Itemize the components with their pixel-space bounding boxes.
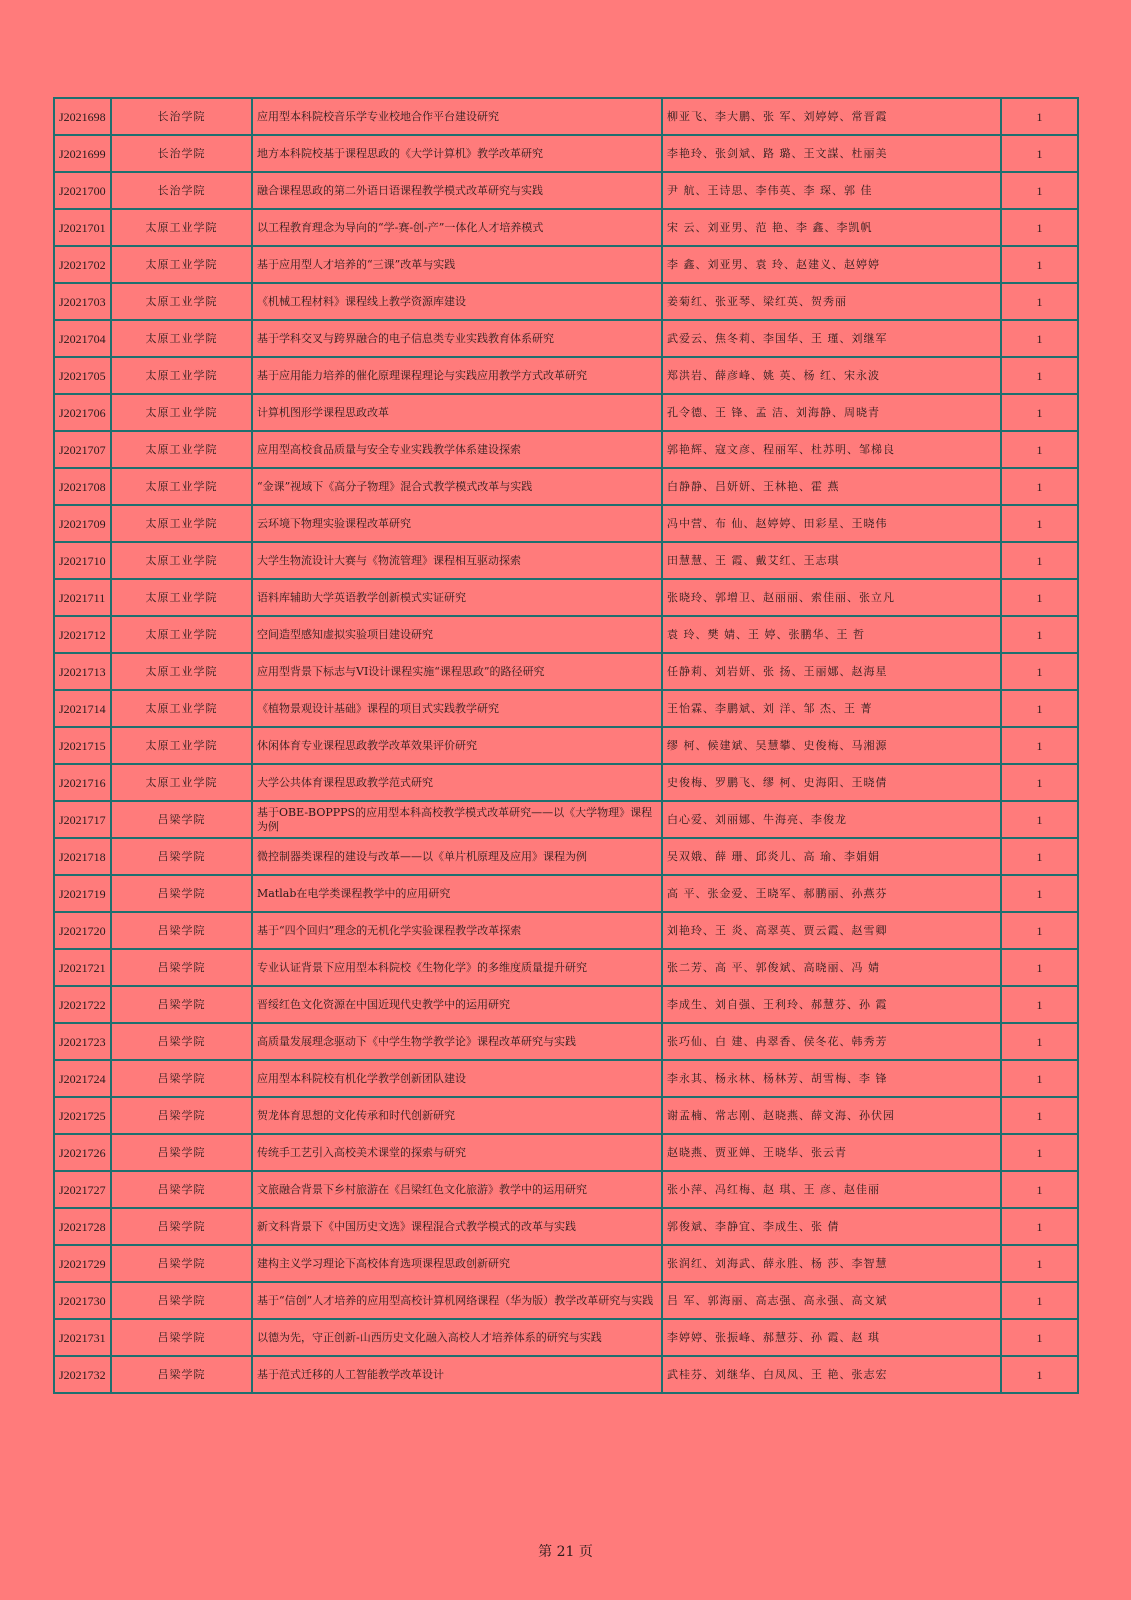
project-id-cell: J2021712	[54, 616, 111, 653]
project-title-cell: 基于“四个回归”理念的无机化学实验课程教学改革探索	[252, 912, 662, 949]
table-row	[54, 1356, 1078, 1393]
members-cell: 郑洪岩、薛彦峰、姚 英、杨 红、宋永波	[662, 357, 1001, 394]
institution-cell: 太原工业学院	[111, 690, 252, 727]
table-row	[54, 986, 1078, 1023]
count-cell: 1	[1001, 875, 1078, 912]
members-cell: 吴双娥、薛 珊、邱炎儿、高 瑜、李娟娟	[662, 838, 1001, 875]
institution-cell: 太原工业学院	[111, 283, 252, 320]
project-title-cell: 微控制器类课程的建设与改革——以《单片机原理及应用》课程为例	[252, 838, 662, 875]
project-id-cell: J2021703	[54, 283, 111, 320]
count-cell: 1	[1001, 1097, 1078, 1134]
members-cell: 姜菊红、张亚琴、梁红英、贺秀丽	[662, 283, 1001, 320]
count-cell: 1	[1001, 912, 1078, 949]
count-cell: 1	[1001, 838, 1078, 875]
project-id-cell: J2021705	[54, 357, 111, 394]
count-cell: 1	[1001, 1060, 1078, 1097]
count-cell: 1	[1001, 172, 1078, 209]
count-cell: 1	[1001, 283, 1078, 320]
institution-cell: 太原工业学院	[111, 616, 252, 653]
project-id-cell: J2021714	[54, 690, 111, 727]
institution-cell: 吕梁学院	[111, 986, 252, 1023]
table-row	[54, 875, 1078, 912]
count-cell: 1	[1001, 986, 1078, 1023]
project-table	[53, 97, 1079, 1394]
project-id-cell: J2021698	[54, 98, 111, 135]
members-cell: 刘艳玲、王 炎、高翠英、贾云霞、赵雪卿	[662, 912, 1001, 949]
project-title-cell: 文旅融合背景下乡村旅游在《吕梁红色文化旅游》教学中的运用研究	[252, 1171, 662, 1208]
project-title-cell: 空间造型感知虚拟实验项目建设研究	[252, 616, 662, 653]
institution-cell: 太原工业学院	[111, 431, 252, 468]
project-title-cell: 大学生物流设计大赛与《物流管理》课程相互驱动探索	[252, 542, 662, 579]
project-id-cell: J2021725	[54, 1097, 111, 1134]
project-title-cell: 应用型背景下标志与VI设计课程实施“课程思政”的路径研究	[252, 653, 662, 690]
table-row	[54, 1208, 1078, 1245]
institution-cell: 长治学院	[111, 172, 252, 209]
project-id-cell: J2021720	[54, 912, 111, 949]
institution-cell: 吕梁学院	[111, 1356, 252, 1393]
project-title-cell: 《植物景观设计基础》课程的项目式实践教学研究	[252, 690, 662, 727]
project-id-cell: J2021728	[54, 1208, 111, 1245]
table-row	[54, 468, 1078, 505]
members-cell: 谢孟楠、常志刚、赵晓燕、薛文海、孙伏园	[662, 1097, 1001, 1134]
count-cell: 1	[1001, 1282, 1078, 1319]
project-id-cell: J2021718	[54, 838, 111, 875]
project-id-cell: J2021706	[54, 394, 111, 431]
project-table-body	[54, 98, 1078, 1393]
members-cell: 李成生、刘自强、王利玲、郝慧芬、孙 霞	[662, 986, 1001, 1023]
project-id-cell: J2021715	[54, 727, 111, 764]
count-cell: 1	[1001, 209, 1078, 246]
project-title-cell: 传统手工艺引入高校美术课堂的探索与研究	[252, 1134, 662, 1171]
project-title-cell: 高质量发展理念驱动下《中学生物学教学论》课程改革研究与实践	[252, 1023, 662, 1060]
institution-cell: 太原工业学院	[111, 209, 252, 246]
institution-cell: 吕梁学院	[111, 1060, 252, 1097]
project-title-cell: 晋绥红色文化资源在中国近现代史教学中的运用研究	[252, 986, 662, 1023]
table-row	[54, 727, 1078, 764]
project-title-cell: Matlab在电学类课程教学中的应用研究	[252, 875, 662, 912]
project-title-cell: 大学公共体育课程思政教学范式研究	[252, 764, 662, 801]
members-cell: 李艳玲、张剑斌、路 璐、王文謀、杜丽美	[662, 135, 1001, 172]
count-cell: 1	[1001, 1023, 1078, 1060]
members-cell: 张晓玲、郭增卫、赵丽丽、索佳丽、张立凡	[662, 579, 1001, 616]
table-row	[54, 283, 1078, 320]
project-id-cell: J2021730	[54, 1282, 111, 1319]
table-row	[54, 838, 1078, 875]
table-row	[54, 1282, 1078, 1319]
institution-cell: 吕梁学院	[111, 1282, 252, 1319]
project-title-cell: 计算机图形学课程思政改革	[252, 394, 662, 431]
members-cell: 孔令德、王 锋、孟 洁、刘海静、周晓青	[662, 394, 1001, 431]
project-id-cell: J2021701	[54, 209, 111, 246]
count-cell: 1	[1001, 653, 1078, 690]
project-title-cell: 专业认证背景下应用型本科院校《生物化学》的多维度质量提升研究	[252, 949, 662, 986]
members-cell: 白静静、吕妍妍、王林艳、霍 燕	[662, 468, 1001, 505]
project-id-cell: J2021727	[54, 1171, 111, 1208]
count-cell: 1	[1001, 1208, 1078, 1245]
project-title-cell: 融合课程思政的第二外语日语课程教学模式改革研究与实践	[252, 172, 662, 209]
project-id-cell: J2021707	[54, 431, 111, 468]
project-title-cell: 应用型本科院校音乐学专业校地合作平台建设研究	[252, 98, 662, 135]
project-id-cell: J2021719	[54, 875, 111, 912]
institution-cell: 太原工业学院	[111, 320, 252, 357]
project-id-cell: J2021721	[54, 949, 111, 986]
institution-cell: 吕梁学院	[111, 1319, 252, 1356]
project-title-cell: 语料库辅助大学英语教学创新模式实证研究	[252, 579, 662, 616]
project-id-cell: J2021723	[54, 1023, 111, 1060]
project-title-cell: 建构主义学习理论下高校体育选项课程思政创新研究	[252, 1245, 662, 1282]
table-row	[54, 949, 1078, 986]
members-cell: 尹 航、王诗思、李伟英、李 琛、郭 佳	[662, 172, 1001, 209]
project-id-cell: J2021732	[54, 1356, 111, 1393]
project-id-cell: J2021729	[54, 1245, 111, 1282]
project-title-cell: 以德为先，守正创新-山西历史文化融入高校人才培养体系的研究与实践	[252, 1319, 662, 1356]
project-title-cell: 应用型本科院校有机化学教学创新团队建设	[252, 1060, 662, 1097]
project-id-cell: J2021709	[54, 505, 111, 542]
project-id-cell: J2021716	[54, 764, 111, 801]
project-title-cell: 《机械工程材料》课程线上教学资源库建设	[252, 283, 662, 320]
count-cell: 1	[1001, 431, 1078, 468]
table-row	[54, 98, 1078, 135]
members-cell: 任静莉、刘岩妍、张 扬、王丽娜、赵海星	[662, 653, 1001, 690]
table-row	[54, 579, 1078, 616]
members-cell: 张小萍、冯红梅、赵 琪、王 彦、赵佳丽	[662, 1171, 1001, 1208]
table-row	[54, 616, 1078, 653]
count-cell: 1	[1001, 505, 1078, 542]
count-cell: 1	[1001, 394, 1078, 431]
count-cell: 1	[1001, 616, 1078, 653]
institution-cell: 吕梁学院	[111, 1023, 252, 1060]
members-cell: 吕 军、郭海丽、高志强、高永强、高文斌	[662, 1282, 1001, 1319]
institution-cell: 长治学院	[111, 98, 252, 135]
table-row	[54, 653, 1078, 690]
members-cell: 郭艳辉、寇文彦、程丽军、杜苏明、邹梯良	[662, 431, 1001, 468]
table-row	[54, 1023, 1078, 1060]
count-cell: 1	[1001, 579, 1078, 616]
members-cell: 袁 玲、樊 婧、王 婷、张鹏华、王 哲	[662, 616, 1001, 653]
count-cell: 1	[1001, 1245, 1078, 1282]
project-id-cell: J2021726	[54, 1134, 111, 1171]
institution-cell: 太原工业学院	[111, 579, 252, 616]
members-cell: 史俊梅、罗鹏飞、缪 柯、史海阳、王晓倩	[662, 764, 1001, 801]
members-cell: 武桂芬、刘继华、白凤凤、王 艳、张志宏	[662, 1356, 1001, 1393]
project-id-cell: J2021717	[54, 801, 111, 838]
members-cell: 张巧仙、白 建、冉翠香、侯冬花、韩秀芳	[662, 1023, 1001, 1060]
count-cell: 1	[1001, 801, 1078, 838]
members-cell: 李婷婷、张振峰、郝慧芬、孙 霞、赵 琪	[662, 1319, 1001, 1356]
table-row	[54, 1319, 1078, 1356]
institution-cell: 吕梁学院	[111, 949, 252, 986]
project-id-cell: J2021700	[54, 172, 111, 209]
members-cell: 柳亚飞、李大鹏、张 军、刘婷婷、常晋霞	[662, 98, 1001, 135]
members-cell: 高 平、张金爱、王晓军、郝鹏丽、孙燕芬	[662, 875, 1001, 912]
institution-cell: 吕梁学院	[111, 801, 252, 838]
project-title-cell: 以工程教育理念为导向的“学-赛-创-产”一体化人才培养模式	[252, 209, 662, 246]
institution-cell: 太原工业学院	[111, 764, 252, 801]
institution-cell: 吕梁学院	[111, 838, 252, 875]
institution-cell: 吕梁学院	[111, 1134, 252, 1171]
count-cell: 1	[1001, 690, 1078, 727]
table-row	[54, 912, 1078, 949]
count-cell: 1	[1001, 1134, 1078, 1171]
institution-cell: 太原工业学院	[111, 246, 252, 283]
project-id-cell: J2021710	[54, 542, 111, 579]
table-row	[54, 357, 1078, 394]
project-id-cell: J2021731	[54, 1319, 111, 1356]
members-cell: 冯中营、布 仙、赵婷婷、田彩星、王晓伟	[662, 505, 1001, 542]
count-cell: 1	[1001, 542, 1078, 579]
institution-cell: 吕梁学院	[111, 875, 252, 912]
institution-cell: 太原工业学院	[111, 653, 252, 690]
institution-cell: 太原工业学院	[111, 357, 252, 394]
project-id-cell: J2021704	[54, 320, 111, 357]
project-title-cell: “金课”视域下《高分子物理》混合式教学模式改革与实践	[252, 468, 662, 505]
count-cell: 1	[1001, 135, 1078, 172]
count-cell: 1	[1001, 949, 1078, 986]
table-row	[54, 394, 1078, 431]
table-row	[54, 764, 1078, 801]
count-cell: 1	[1001, 357, 1078, 394]
project-title-cell: 休闲体育专业课程思政教学改革效果评价研究	[252, 727, 662, 764]
institution-cell: 长治学院	[111, 135, 252, 172]
project-title-cell: 基于“信创”人才培养的应用型高校计算机网络课程（华为版）教学改革研究与实践	[252, 1282, 662, 1319]
count-cell: 1	[1001, 320, 1078, 357]
project-title-cell: 基于OBE-BOPPPS的应用型本科高校教学模式改革研究——以《大学物理》课程为例	[252, 801, 662, 838]
table-row	[54, 801, 1078, 838]
table-row	[54, 135, 1078, 172]
institution-cell: 太原工业学院	[111, 542, 252, 579]
project-title-cell: 基于应用能力培养的催化原理课程理论与实践应用教学方式改革研究	[252, 357, 662, 394]
table-row	[54, 690, 1078, 727]
institution-cell: 太原工业学院	[111, 505, 252, 542]
table-row	[54, 1097, 1078, 1134]
institution-cell: 太原工业学院	[111, 468, 252, 505]
members-cell: 武爱云、焦冬莉、李国华、王 瑾、刘继军	[662, 320, 1001, 357]
page-number: 第 21 页	[538, 1544, 593, 1560]
table-row	[54, 1134, 1078, 1171]
project-id-cell: J2021702	[54, 246, 111, 283]
project-title-cell: 新文科背景下《中国历史文选》课程混合式教学模式的改革与实践	[252, 1208, 662, 1245]
project-id-cell: J2021708	[54, 468, 111, 505]
members-cell: 田慧慧、王 霞、戴艾红、王志琪	[662, 542, 1001, 579]
count-cell: 1	[1001, 764, 1078, 801]
members-cell: 白心爱、刘丽娜、牛海亮、李俊龙	[662, 801, 1001, 838]
table-row	[54, 209, 1078, 246]
count-cell: 1	[1001, 246, 1078, 283]
project-id-cell: J2021724	[54, 1060, 111, 1097]
project-title-cell: 贺龙体育思想的文化传承和时代创新研究	[252, 1097, 662, 1134]
table-row	[54, 172, 1078, 209]
members-cell: 赵晓燕、贾亚婵、王晓华、张云青	[662, 1134, 1001, 1171]
count-cell: 1	[1001, 1356, 1078, 1393]
count-cell: 1	[1001, 98, 1078, 135]
project-id-cell: J2021711	[54, 579, 111, 616]
table-row	[54, 505, 1078, 542]
members-cell: 缪 柯、候建斌、吴慧攀、史俊梅、马湘源	[662, 727, 1001, 764]
institution-cell: 吕梁学院	[111, 1245, 252, 1282]
table-row	[54, 542, 1078, 579]
count-cell: 1	[1001, 1319, 1078, 1356]
project-title-cell: 基于学科交叉与跨界融合的电子信息类专业实践教育体系研究	[252, 320, 662, 357]
table-row	[54, 1171, 1078, 1208]
project-title-cell: 应用型高校食品质量与安全专业实践教学体系建设探索	[252, 431, 662, 468]
count-cell: 1	[1001, 468, 1078, 505]
project-title-cell: 基于应用型人才培养的“三课”改革与实践	[252, 246, 662, 283]
project-id-cell: J2021713	[54, 653, 111, 690]
table-row	[54, 431, 1078, 468]
project-id-cell: J2021722	[54, 986, 111, 1023]
institution-cell: 吕梁学院	[111, 1171, 252, 1208]
table-row	[54, 320, 1078, 357]
table-row	[54, 246, 1078, 283]
institution-cell: 太原工业学院	[111, 727, 252, 764]
count-cell: 1	[1001, 1171, 1078, 1208]
project-title-cell: 云环境下物理实验课程改革研究	[252, 505, 662, 542]
institution-cell: 吕梁学院	[111, 912, 252, 949]
institution-cell: 吕梁学院	[111, 1208, 252, 1245]
members-cell: 王怡霖、李鹏斌、刘 洋、邹 杰、王 菁	[662, 690, 1001, 727]
members-cell: 李 鑫、刘亚男、袁 玲、赵建义、赵婷婷	[662, 246, 1001, 283]
table-row	[54, 1060, 1078, 1097]
members-cell: 张二芳、高 平、郭俊斌、高晓丽、冯 婧	[662, 949, 1001, 986]
institution-cell: 吕梁学院	[111, 1097, 252, 1134]
members-cell: 张润红、刘海武、薛永胜、杨 莎、李智慧	[662, 1245, 1001, 1282]
project-title-cell: 地方本科院校基于课程思政的《大学计算机》教学改革研究	[252, 135, 662, 172]
table-row	[54, 1245, 1078, 1282]
project-title-cell: 基于范式迁移的人工智能教学改革设计	[252, 1356, 662, 1393]
institution-cell: 太原工业学院	[111, 394, 252, 431]
members-cell: 宋 云、刘亚男、范 艳、李 鑫、李凯帆	[662, 209, 1001, 246]
project-id-cell: J2021699	[54, 135, 111, 172]
members-cell: 郭俊斌、李静宜、李成生、张 倩	[662, 1208, 1001, 1245]
count-cell: 1	[1001, 727, 1078, 764]
members-cell: 李永其、杨永林、杨林芳、胡雪梅、李 锋	[662, 1060, 1001, 1097]
